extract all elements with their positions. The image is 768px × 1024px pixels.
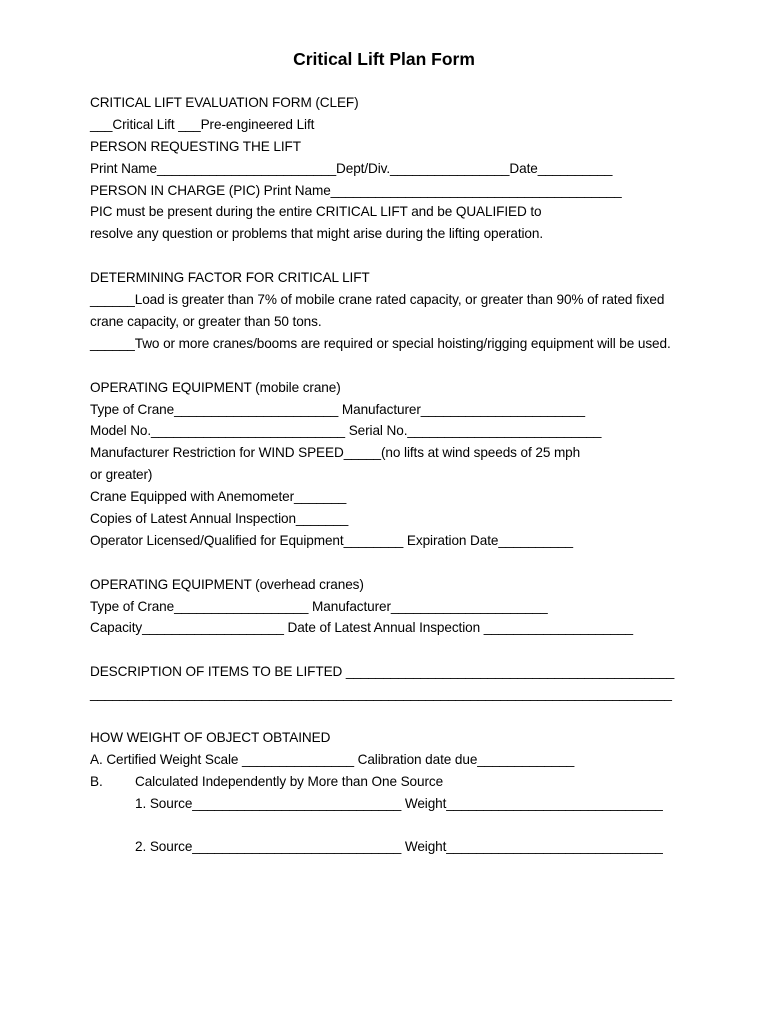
spacer: [90, 815, 690, 837]
certified-scale-line[interactable]: A. Certified Weight Scale _______________ Calibration date due_____________: [90, 751, 575, 767]
requester-heading: PERSON REQUESTING THE LIFT: [90, 138, 301, 154]
wind-speed-line[interactable]: Manufacturer Restriction for WIND SPEED_____(no lifts at wind speeds of 25 mph or greater): [90, 445, 581, 483]
operator-line[interactable]: Operator Licensed/Qualified for Equipment________ Expiration Date__________: [90, 532, 573, 548]
mobile-model-line[interactable]: Model No.__________________________ Serial No.__________________________: [90, 423, 602, 439]
spacer: [90, 245, 690, 267]
calculated-option-row: [90, 771, 690, 793]
description-continuation-line[interactable]: ______________________________________________________________________________: [90, 686, 672, 702]
pic-note: PIC must be present during the entire CRITICAL LIFT and be QUALIFIED to resolve any question or problems that might arise during the lifting operation.: [90, 204, 544, 242]
option-b-text: Calculated Independently by More than One Source: [135, 773, 444, 789]
mobile-type-line[interactable]: Type of Crane______________________ Manufacturer______________________: [90, 401, 585, 417]
lift-type-line[interactable]: ___Critical Lift ___Pre-engineered Lift: [90, 116, 315, 132]
spacer: [90, 355, 690, 377]
pic-name-line[interactable]: PERSON IN CHARGE (PIC) Print Name_______________________________________: [90, 182, 622, 198]
form-body: [90, 92, 690, 858]
option-b-label: B.: [90, 773, 103, 789]
source-1-line[interactable]: 1. Source____________________________ Weight_____________________________: [135, 795, 663, 811]
clef-heading: CRITICAL LIFT EVALUATION FORM (CLEF): [90, 95, 359, 110]
overhead-capacity-line[interactable]: Capacity___________________ Date of Latest Annual Inspection ____________________: [90, 620, 633, 636]
spacer: [90, 639, 690, 661]
overhead-type-line[interactable]: Type of Crane__________________ Manufacturer_____________________: [90, 598, 548, 614]
requester-line[interactable]: Print Name________________________Dept/Div.________________Date__________: [90, 160, 613, 176]
spacer: [90, 705, 690, 727]
overhead-crane-heading: OPERATING EQUIPMENT (overhead cranes): [90, 576, 364, 592]
inspection-copies-line[interactable]: Copies of Latest Annual Inspection_______: [90, 511, 349, 527]
factor-cranes-line[interactable]: ______Two or more cranes/booms are required or special hoisting/rigging equipment will be used.: [90, 335, 671, 351]
anemometer-line[interactable]: Crane Equipped with Anemometer_______: [90, 489, 347, 505]
spacer: [90, 552, 690, 574]
mobile-crane-heading: OPERATING EQUIPMENT (mobile crane): [90, 379, 341, 395]
source-2-line[interactable]: 2. Source____________________________ Weight_____________________________: [135, 839, 663, 855]
weight-heading: HOW WEIGHT OF OBJECT OBTAINED: [90, 729, 331, 745]
page-title: Critical Lift Plan Form: [293, 49, 475, 69]
description-line[interactable]: DESCRIPTION OF ITEMS TO BE LIFTED ____________________________________________: [90, 664, 675, 680]
factor-load-line[interactable]: ______Load is greater than 7% of mobile crane rated capacity, or greater than 90% of rated fixed crane capacity, or greater than 50 tons.: [90, 292, 665, 329]
determining-heading: DETERMINING FACTOR FOR CRITICAL LIFT: [90, 270, 370, 286]
